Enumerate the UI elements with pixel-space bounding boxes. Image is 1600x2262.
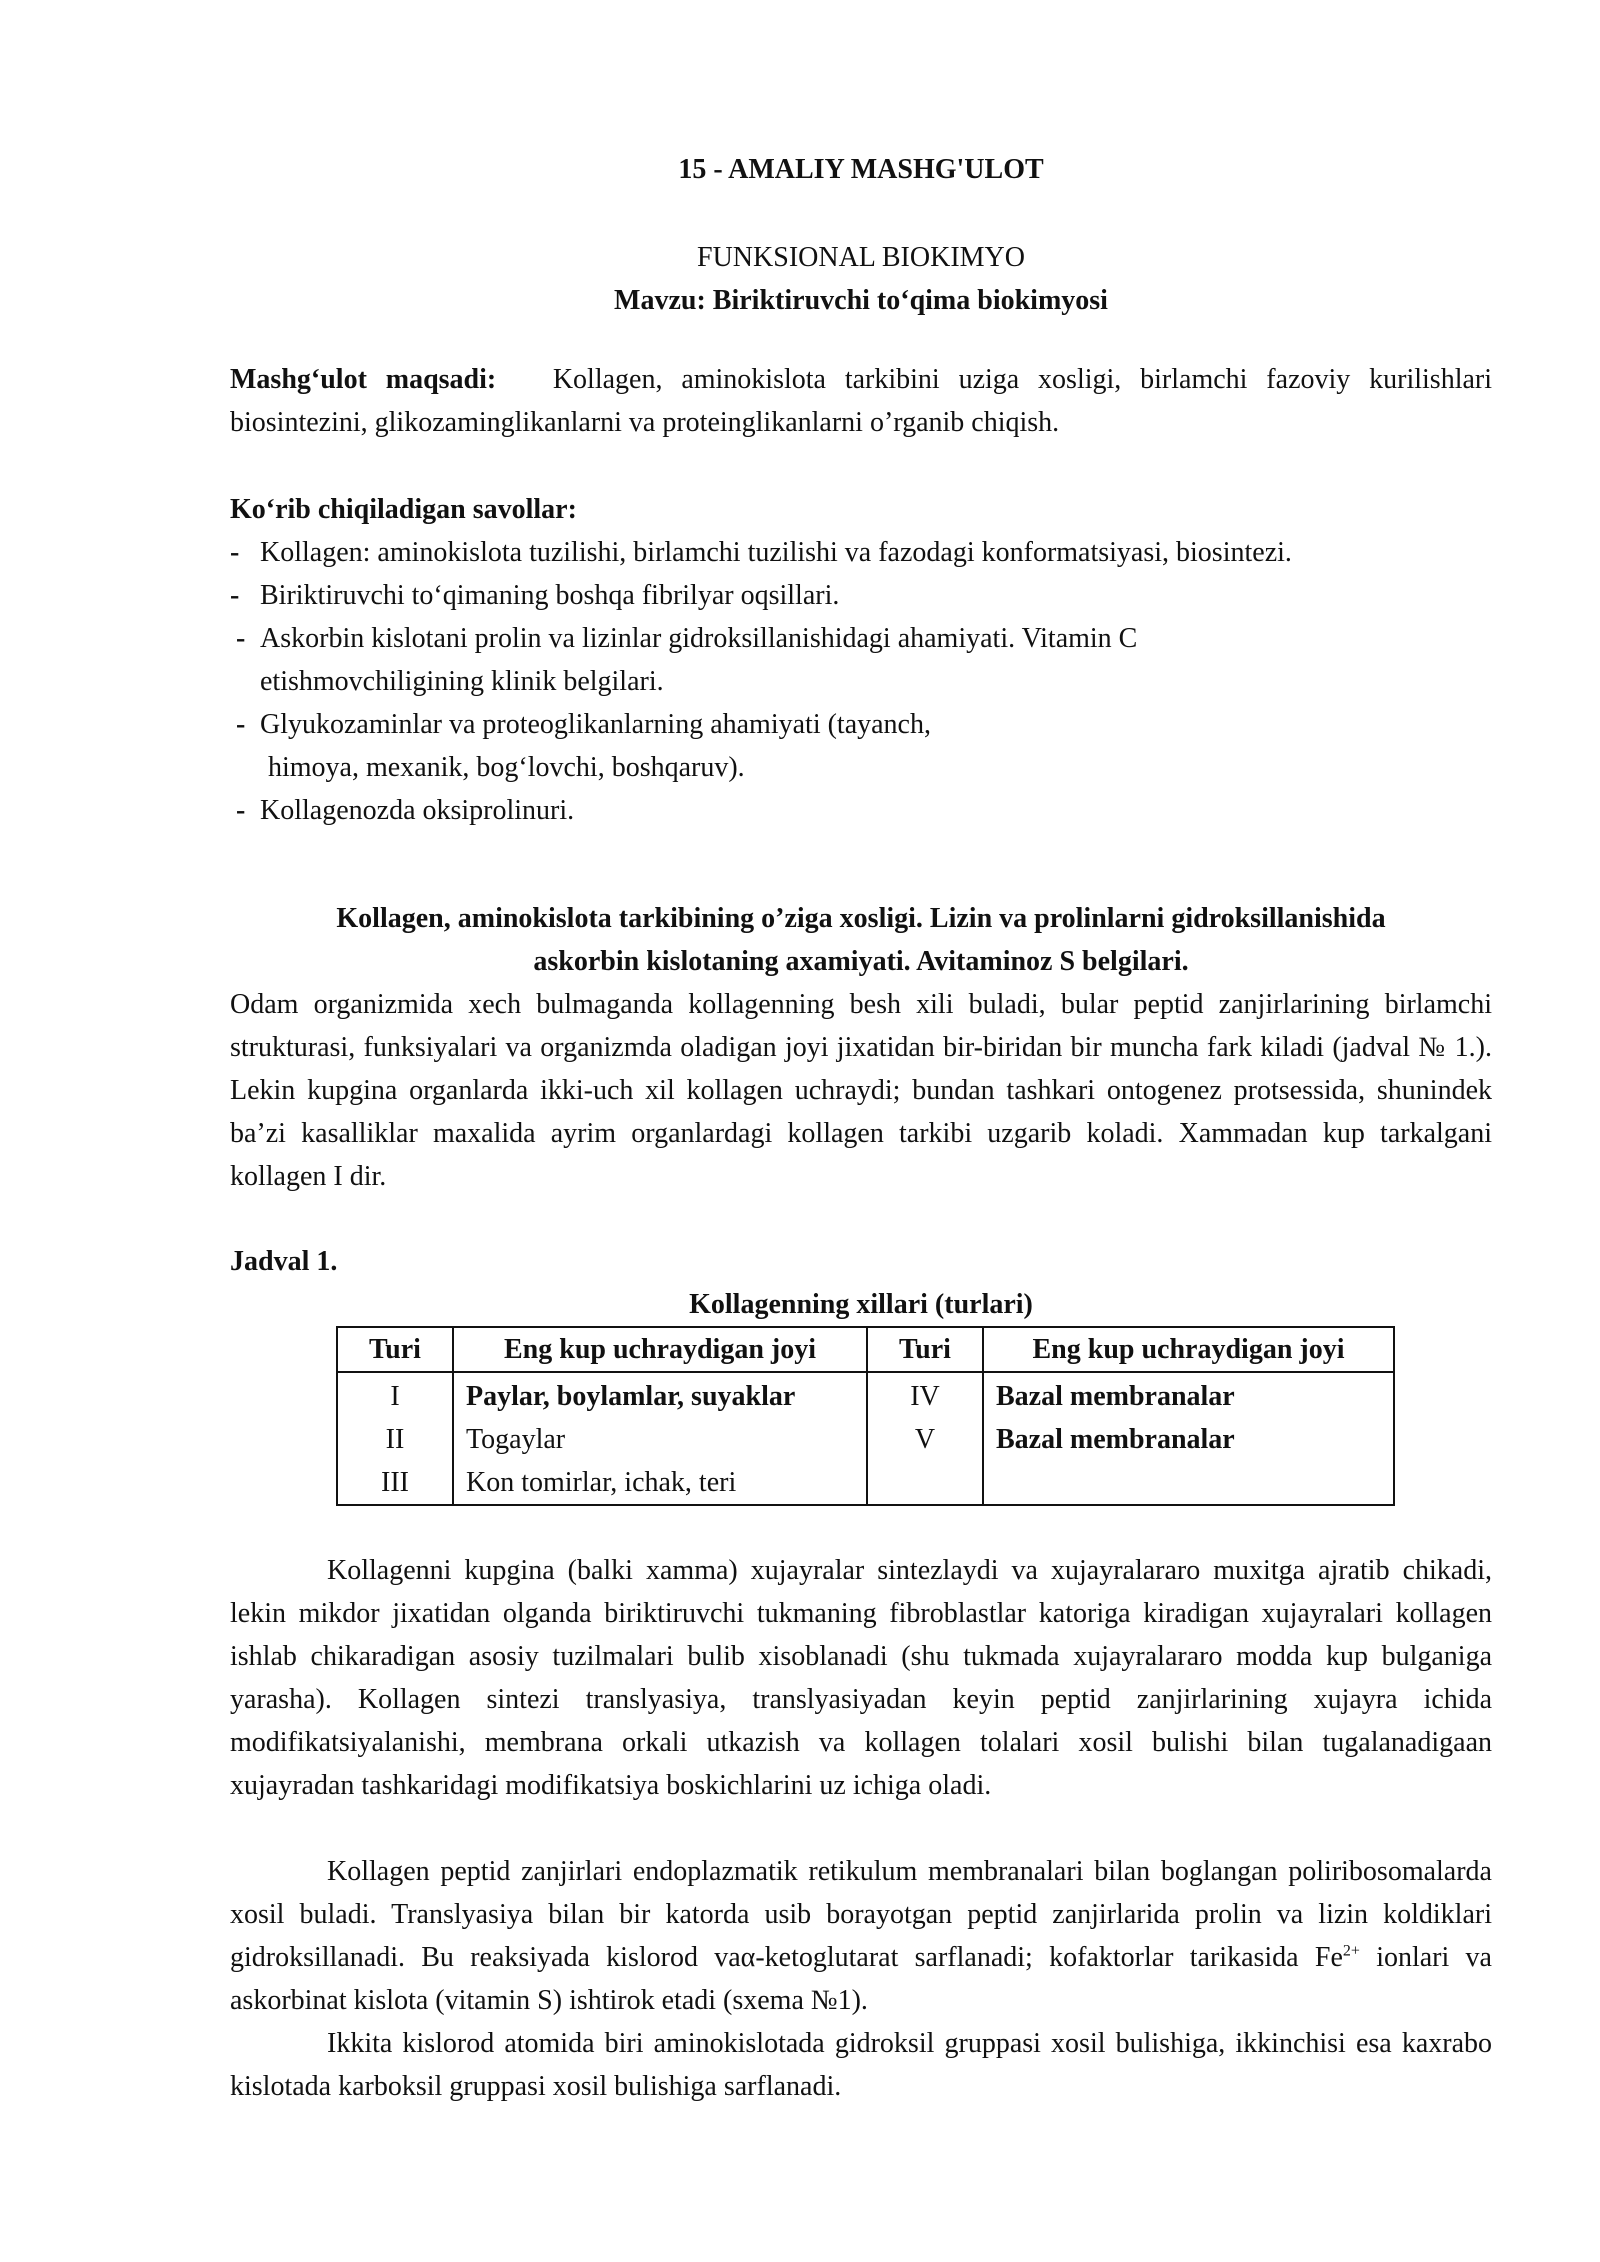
iron-charge-superscript: 2+ <box>1342 1942 1360 1960</box>
table-cell: V <box>867 1418 983 1461</box>
list-item <box>230 531 1492 574</box>
table-cell: Bazal membranalar <box>983 1372 1394 1418</box>
goal-label: Mashg‘ulot maqsadi: <box>230 364 497 395</box>
subject-title: FUNKSIONAL BIOKIMYO <box>697 242 1025 273</box>
bullet-dash: - <box>230 537 240 568</box>
question-text-continued: etishmovchiligining klinik belgilari. <box>260 666 664 697</box>
table-row <box>337 1418 1394 1461</box>
section-paragraph: Odam organizmida xech bulmaganda kollagenning besh xili buladi, bular peptid zanjirlarining birlamchi strukturasi, funksiyalari va organizmda oladigan joyi jixatidan bir-biridan bir muncha fark kiladi (jadval № 1.). Lekin kupgina organlarda ikki-uch xil kollagen uchraydi; bundan tashkari ontogenez protsessida, shunindek ba’zi kasalliklar maxalida ayrim organlardagi kollagen tarkibi uzgarib koladi. Xammadan kup tarkalgani kollagen I dir. <box>230 989 1492 1192</box>
table-cell: Togaylar <box>453 1418 867 1461</box>
body-paragraph-2-tail: ionlari va askorbinat kislota (vitamin S) ishtirok etadi (sxema №1). <box>230 1942 1492 2016</box>
bullet-dash: - <box>236 709 246 740</box>
table-cell: IV <box>867 1372 983 1418</box>
table-cell: I <box>337 1372 453 1418</box>
bullet-dash: - <box>236 623 246 654</box>
document-title: 15 - AMALIY MASHG'ULOT <box>678 154 1044 185</box>
topic-title: Mavzu: Biriktiruvchi to‘qima biokimyosi <box>614 285 1108 316</box>
table-header-cell: Eng kup uchraydigan joyi <box>983 1327 1394 1372</box>
section-heading-line1: Kollagen, aminokislota tarkibining o’ziga xosligi. Lizin va prolinlarni gidroksillanishida <box>336 903 1386 934</box>
table-header-cell: Turi <box>337 1327 453 1372</box>
list-item <box>230 617 1492 703</box>
table-caption: Kollagenning xillari (turlari) <box>689 1289 1033 1320</box>
list-item <box>230 703 1492 789</box>
section-heading-line2: askorbin kislotaning axamiyati. Avitaminoz S belgilari. <box>533 946 1189 977</box>
body-paragraph-3: Ikkita kislorod atomida biri aminokislotada gidroksil gruppasi xosil bulishiga, ikkinchisi esa kaxrabo kislotada karboksil gruppasi xosil bulishiga sarflanadi. <box>230 2028 1492 2102</box>
list-item <box>230 789 1492 832</box>
table-header-cell: Eng kup uchraydigan joyi <box>453 1327 867 1372</box>
questions-heading: Ko‘rib chiqiladigan savollar: <box>230 494 577 525</box>
bullet-dash: - <box>236 795 246 826</box>
table-cell <box>867 1461 983 1505</box>
table-row <box>337 1461 1394 1505</box>
list-item <box>230 574 1492 617</box>
collagen-types-table <box>336 1326 1395 1506</box>
table-cell: Paylar, boylamlar, suyaklar <box>453 1372 867 1418</box>
question-text: Kollagenozda oksiprolinuri. <box>260 795 575 826</box>
body-paragraph-2-text: Kollagen peptid zanjirlari endoplazmatik retikulum membranalari bilan boglangan poliribosomalarda xosil buladi. Translyasiya bilan bir katorda usib borayotgan peptid zanjirlarida prolin va lizin koldiklari gidroksillanadi. Bu reaksiyada kislorod vaα-ketoglutarat sarflanadi; kofaktorlar tarikasida Fe <box>230 1856 1492 1973</box>
table-cell: Bazal membranalar <box>983 1418 1394 1461</box>
table-label: Jadval 1. <box>230 1246 338 1277</box>
goal-paragraph <box>230 358 1492 444</box>
body-paragraph-2 <box>230 1850 1492 2022</box>
body-paragraph-1: Kollagenni kupgina (balki xamma) xujayralar sintezlaydi va xujayralararo muxitga ajratib chikadi, lekin mikdor jixatidan olganda biriktiruvchi tukmaning fibroblastlar katoriga kiradigan xujayralari kollagen ishlab chikaradigan asosiy tuzilmalari bulib xisoblanadi (shu tukmada xujayralararo modda kup bulganiga yarasha). Kollagen sintezi translyasiya, translyasiyadan keyin peptid zanjirlarining xujayra ichida modifikatsiyalanishi, membrana orkali utkazish va kollagen tolalari xosil bulishi bilan tugalanadigaan xujayradan tashkaridagi modifikatsiya boskichlarini uz ichiga oladi. <box>230 1555 1492 1801</box>
table-cell: Kon tomirlar, ichak, teri <box>453 1461 867 1505</box>
goal-text: Kollagen, aminokislota tarkibini uziga xosligi, birlamchi fazoviy kurilishlari biosintezini, glikozaminglikanlarni va proteinglikanlarni o’rganib chiqish. <box>230 364 1493 438</box>
table-row <box>337 1372 1394 1418</box>
table-header-row <box>337 1327 1394 1372</box>
question-text: Askorbin kislotani prolin va lizinlar gidroksillanishidagi ahamiyati. Vitamin C <box>260 623 1138 654</box>
table-cell <box>983 1461 1394 1505</box>
table-header-cell: Turi <box>867 1327 983 1372</box>
questions-list <box>230 531 1492 832</box>
table-cell: II <box>337 1418 453 1461</box>
bullet-dash: - <box>230 580 240 611</box>
question-text: Glyukozaminlar va proteoglikanlarning ahamiyati (tayanch, <box>260 709 931 740</box>
table-cell: III <box>337 1461 453 1505</box>
question-text-continued: himoya, mexanik, bog‘lovchi, boshqaruv). <box>268 752 745 783</box>
question-text: Biriktiruvchi to‘qimaning boshqa fibrilyar oqsillari. <box>260 580 840 611</box>
question-text: Kollagen: aminokislota tuzilishi, birlamchi tuzilishi va fazodagi konformatsiyasi, biosintezi. <box>260 537 1292 568</box>
